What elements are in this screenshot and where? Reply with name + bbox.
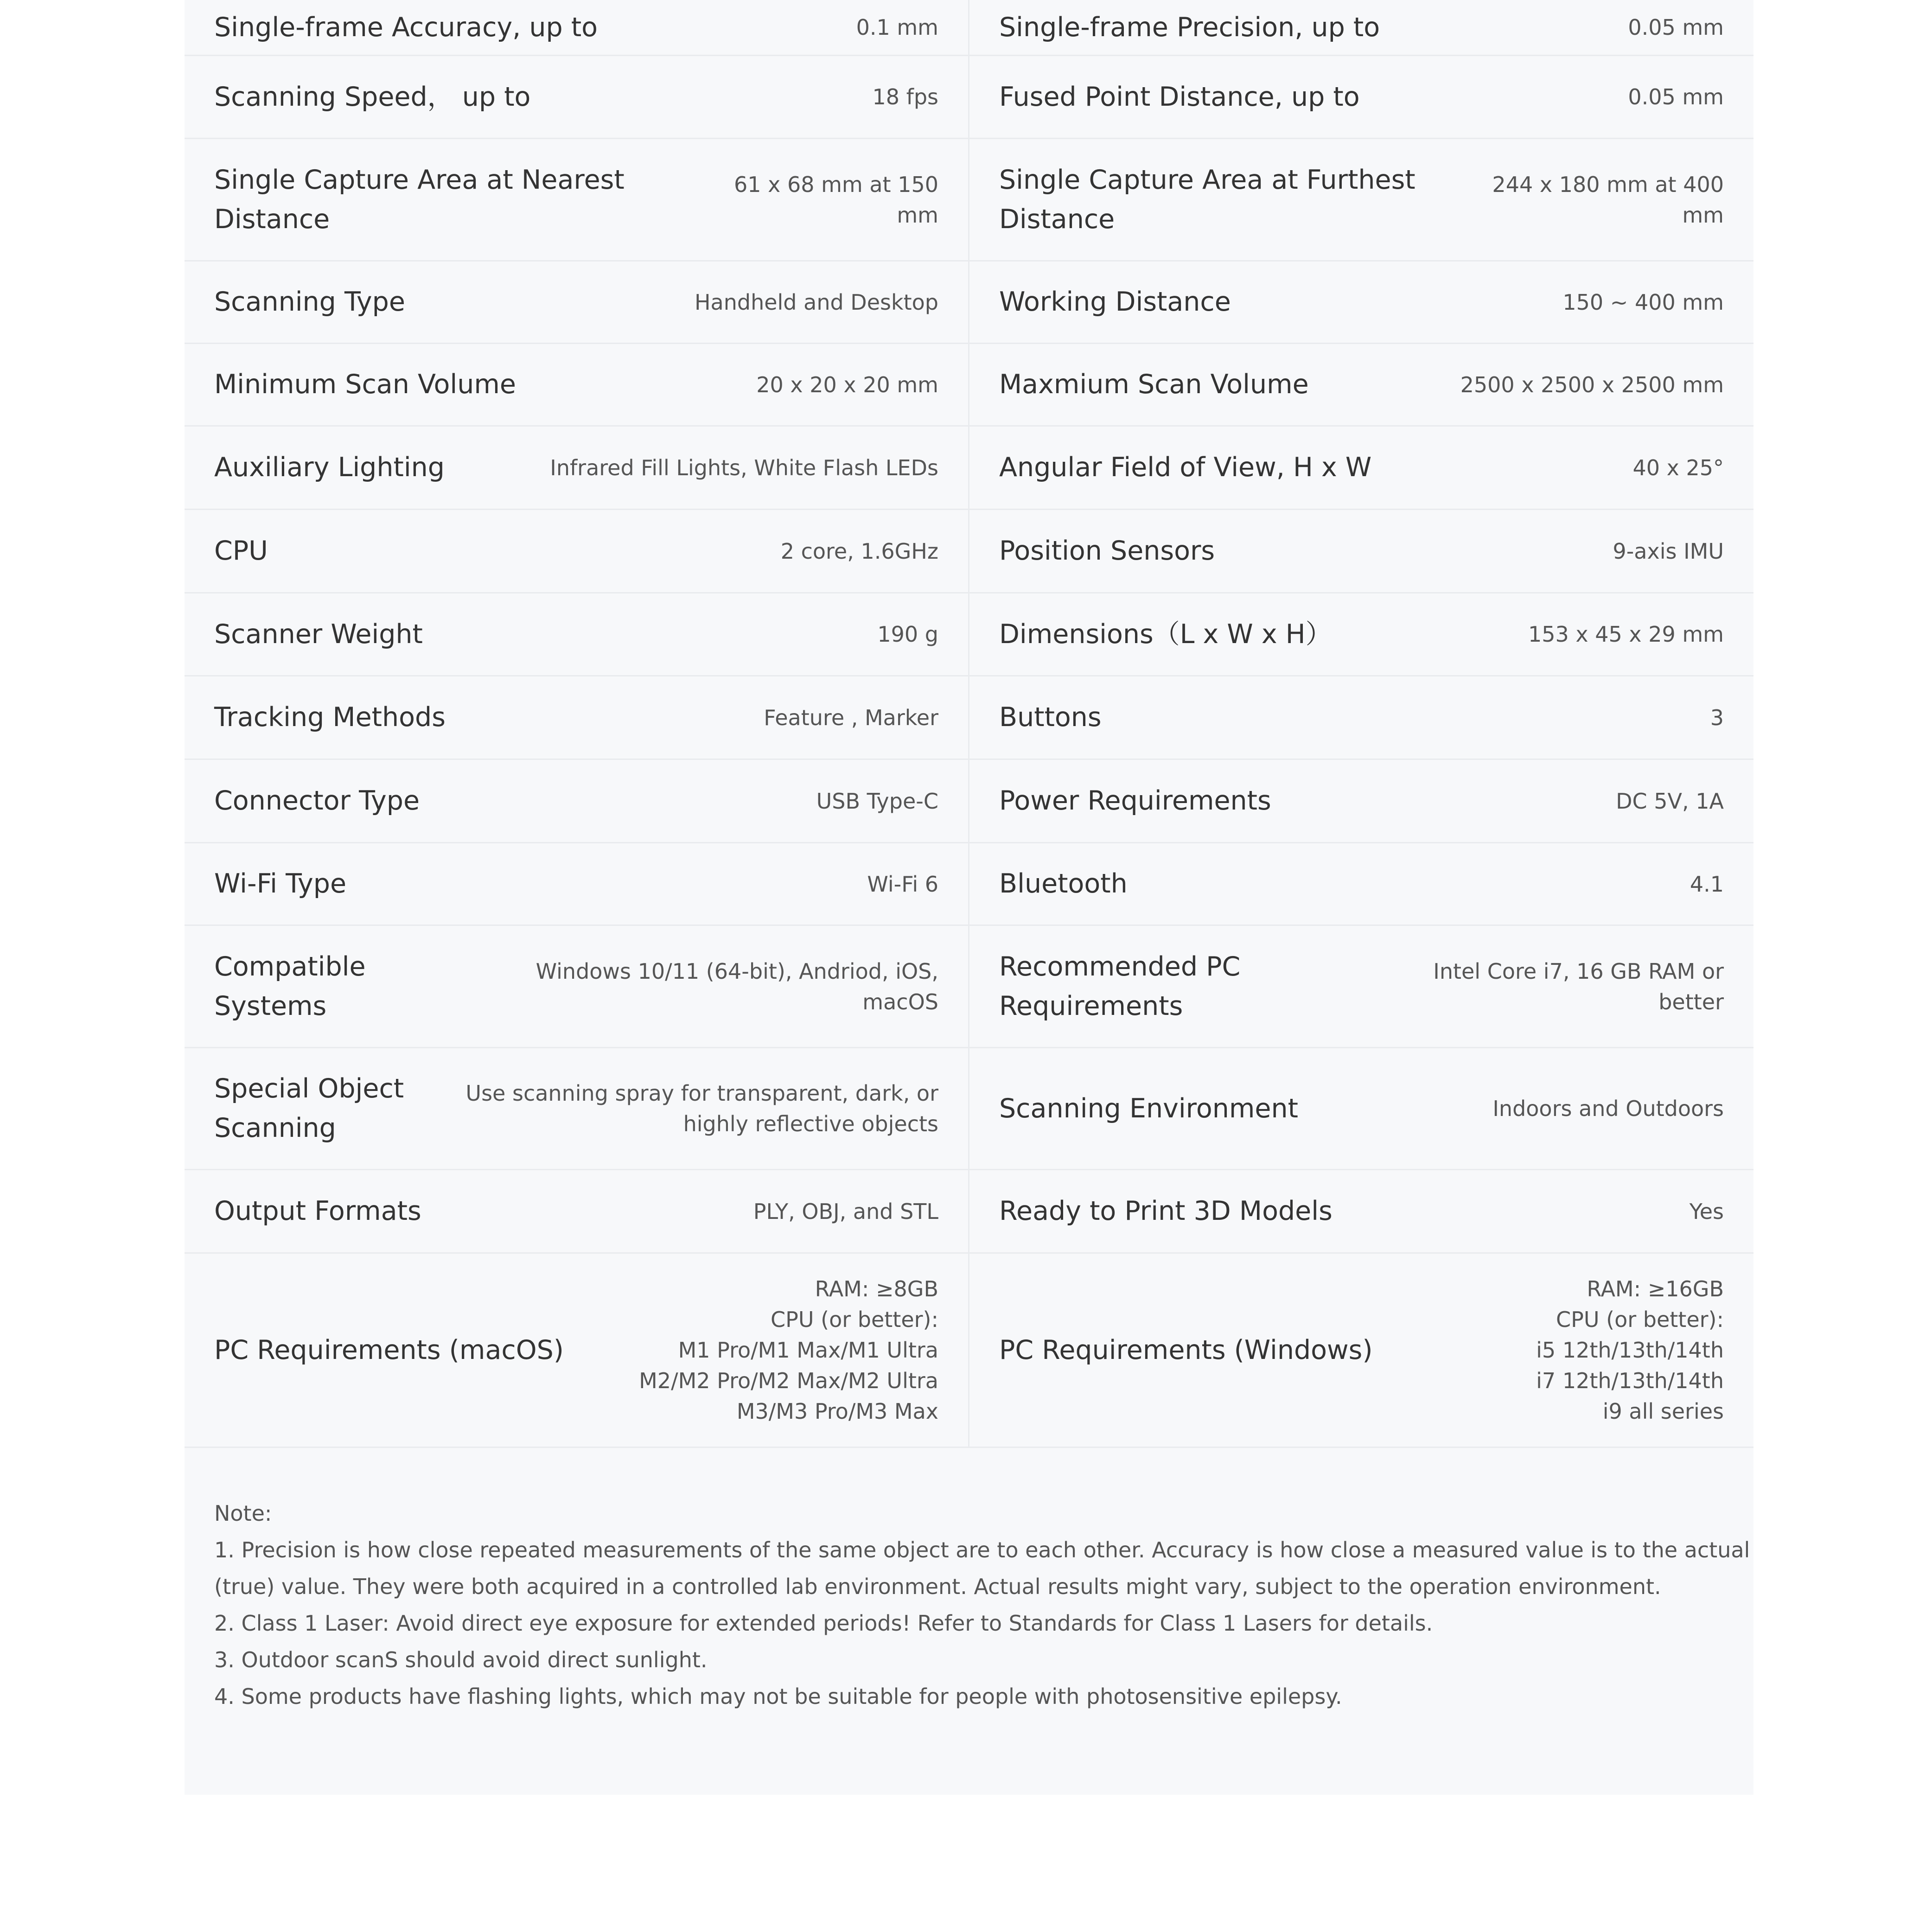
spec-value: RAM: ≥8GB CPU (or better): M1 Pro/M1 Max/M1 Ultra M2/M2 Pro/M2 Max/M2 Ultra M3/M3 Pro/M3 Max <box>639 1276 938 1424</box>
spec-label: Special Object Scanning <box>214 1073 404 1143</box>
spec-label: Scanning Environment <box>999 1093 1298 1124</box>
spec-label: Minimum Scan Volume <box>214 369 516 400</box>
spec-cell-right <box>969 56 1753 139</box>
spec-value: Yes <box>1689 1199 1724 1224</box>
spec-value: 153 x 45 x 29 mm <box>1528 622 1724 647</box>
spec-value: Intel Core i7, 16 GB RAM or better <box>1433 958 1724 1014</box>
spec-value: Infrared Fill Lights, White Flash LEDs <box>550 455 938 480</box>
spec-value: Indoors and Outdoors <box>1492 1096 1724 1121</box>
spec-cell-right <box>969 510 1753 593</box>
spec-value: 20 x 20 x 20 mm <box>756 372 938 397</box>
spec-label: Buttons <box>999 702 1102 733</box>
spec-cell-left <box>185 1170 969 1254</box>
spec-label: Bluetooth <box>999 868 1128 899</box>
spec-cell-right <box>969 261 1753 344</box>
notes-section <box>214 1495 1750 1715</box>
spec-label: Maxmium Scan Volume <box>999 369 1309 400</box>
spec-cell-left <box>185 0 969 56</box>
spec-cell-left <box>185 344 969 427</box>
spec-value: USB Type-C <box>816 788 938 814</box>
spec-cell-left <box>185 510 969 593</box>
spec-label: Auxiliary Lighting <box>214 452 445 483</box>
spec-value: 2500 x 2500 x 2500 mm <box>1460 372 1724 397</box>
spec-value: 40 x 25° <box>1632 455 1724 480</box>
spec-label: PC Requirements (macOS) <box>214 1334 564 1365</box>
spec-label: Recommended PC Requirements <box>999 951 1241 1021</box>
spec-cell-left <box>185 926 969 1048</box>
spec-cell-left <box>185 56 969 139</box>
spec-value: 9-axis IMU <box>1613 538 1724 564</box>
spec-cell-left <box>185 843 969 926</box>
spec-label: Ready to Print 3D Models <box>999 1196 1333 1226</box>
note-line: 3. Outdoor scanS should avoid direct sunlight. <box>214 1647 708 1672</box>
spec-cell-right <box>969 1254 1753 1448</box>
spec-label: Fused Point Distance, up to <box>999 81 1360 112</box>
spec-label: Single Capture Area at Nearest Distance <box>214 164 625 235</box>
spec-value: 190 g <box>877 622 938 647</box>
spec-label: Tracking Methods <box>214 702 446 733</box>
spec-value: Handheld and Desktop <box>694 289 938 315</box>
spec-value: DC 5V, 1A <box>1616 788 1724 814</box>
spec-cell-right <box>969 593 1753 676</box>
spec-value: Wi-Fi 6 <box>867 871 938 897</box>
spec-cell-right <box>969 1170 1753 1254</box>
spec-cell-right <box>969 1048 1753 1170</box>
spec-cell-right <box>969 427 1753 510</box>
specs-table <box>185 0 1753 1448</box>
spec-cell-left <box>185 760 969 843</box>
spec-value: 244 x 180 mm at 400 mm <box>1492 172 1724 228</box>
spec-cell-right <box>969 344 1753 427</box>
spec-cell-left <box>185 1254 969 1448</box>
spec-label: Scanning Type <box>214 287 405 317</box>
note-line: 2. Class 1 Laser: Avoid direct eye exposure for extended periods! Refer to Standards for Class 1 Lasers for details. <box>214 1611 1433 1636</box>
spec-value: 18 fps <box>872 84 938 109</box>
spec-cell-left <box>185 676 969 760</box>
spec-value: RAM: ≥16GB CPU (or better): i5 12th/13th/14th i7 12th/13th/14th i9 all series <box>1536 1276 1724 1424</box>
spec-label: Single Capture Area at Furthest Distance <box>999 164 1416 235</box>
spec-cell-left <box>185 139 969 261</box>
spec-label: PC Requirements (Windows) <box>999 1334 1373 1365</box>
spec-label: Scanner Weight <box>214 618 423 650</box>
spec-label: Connector Type <box>214 785 420 816</box>
specs-panel <box>185 0 1753 1795</box>
spec-cell-right <box>969 676 1753 760</box>
spec-value: 4.1 <box>1690 871 1724 897</box>
spec-label: Power Requirements <box>999 785 1271 816</box>
spec-value: Use scanning spray for transparent, dark, or highly reflective objects <box>465 1081 938 1136</box>
spec-value: Feature , Marker <box>764 705 938 730</box>
spec-value: 3 <box>1710 705 1724 730</box>
spec-label: Dimensions（L x W x H） <box>999 618 1332 650</box>
spec-label: Wi-Fi Type <box>214 868 347 899</box>
spec-cell-left <box>185 261 969 344</box>
notes-title: Note: <box>214 1501 272 1526</box>
spec-cell-right <box>969 760 1753 843</box>
spec-cell-right <box>969 139 1753 261</box>
spec-value: 0.1 mm <box>856 15 938 40</box>
spec-label: Single-frame Accuracy, up to <box>214 12 598 43</box>
spec-value: 0.05 mm <box>1628 15 1724 40</box>
note-line: 4. Some products have flashing lights, which may not be suitable for people with photosensitive epilepsy. <box>214 1684 1342 1709</box>
spec-label: Angular Field of View, H x W <box>999 452 1372 483</box>
spec-cell-left <box>185 427 969 510</box>
note-line: 1. Precision is how close repeated measurements of the same object are to each other. Accuracy is how close a measured value is to the actual <box>214 1537 1750 1562</box>
spec-value: 150 ~ 400 mm <box>1562 289 1724 315</box>
spec-label: Output Formats <box>214 1196 421 1226</box>
spec-value: 2 core, 1.6GHz <box>780 538 938 564</box>
spec-label: Single-frame Precision, up to <box>999 12 1380 43</box>
spec-cell-right <box>969 926 1753 1048</box>
spec-value: 0.05 mm <box>1628 84 1724 109</box>
spec-cell-right <box>969 843 1753 926</box>
spec-label: Position Sensors <box>999 536 1215 566</box>
spec-cell-left <box>185 593 969 676</box>
spec-value: Windows 10/11 (64-bit), Andriod, iOS, macOS <box>536 958 938 1014</box>
spec-cell-left <box>185 1048 969 1170</box>
spec-label: Compatible Systems <box>214 951 366 1021</box>
spec-label: CPU <box>214 536 268 566</box>
spec-label: Scanning Speed， up to <box>214 81 531 112</box>
note-line: (true) value. They were both acquired in a controlled lab environment. Actual results might vary, subject to the operation environment. <box>214 1574 1661 1599</box>
spec-cell-right <box>969 0 1753 56</box>
spec-value: 61 x 68 mm at 150 mm <box>733 172 938 228</box>
spec-label: Working Distance <box>999 287 1231 317</box>
spec-value: PLY, OBJ, and STL <box>753 1199 938 1224</box>
